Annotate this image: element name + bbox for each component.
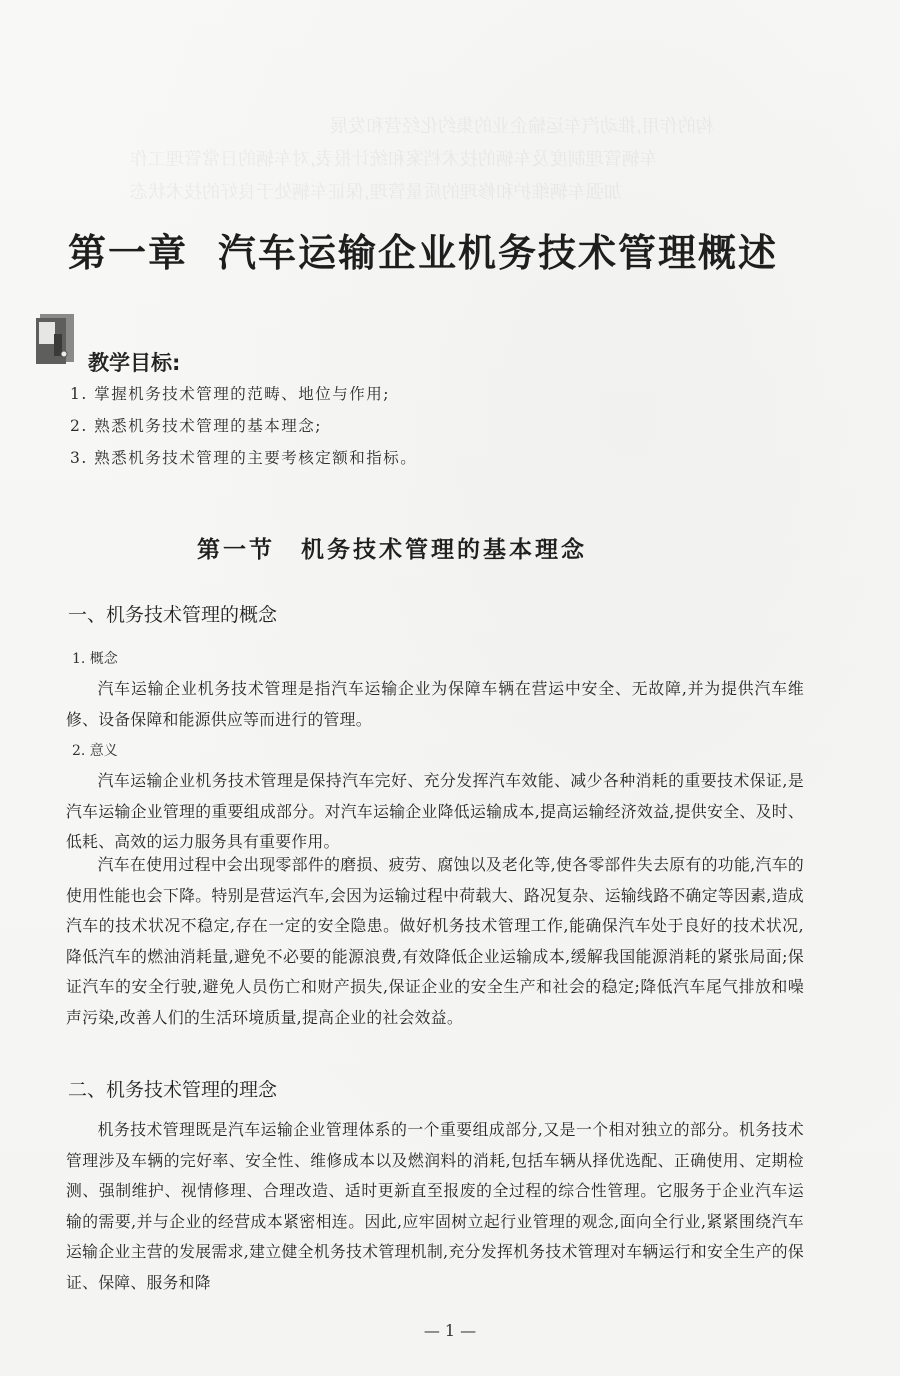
bleed-through-text: 加强车辆维护和修理的质量管理,保证车辆处于良好的技术状态 <box>130 182 622 203</box>
chapter-name: 汽车运输企业机务技术管理概述 <box>218 231 779 275</box>
book-icon <box>34 312 78 366</box>
page-number: — 1 — <box>423 1321 477 1340</box>
learning-objectives-heading: 教学目标: <box>88 351 181 375</box>
label-concept: 1. 概念 <box>72 651 118 667</box>
paragraph-significance-1: 汽车运输企业机务技术管理是保持汽车完好、充分发挥汽车效能、减少各种消耗的重要技术保证,是汽车运输企业管理的重要组成部分。对汽车运输企业降低运输成本,提高运输经济效益,提供安全、及时、低耗、高效的运力服务具有重要作用。 <box>66 771 804 851</box>
objective-item: 3. 熟悉机务技术管理的主要考核定额和指标。 <box>70 449 418 467</box>
objective-item: 1. 掌握机务技术管理的范畴、地位与作用; <box>70 385 390 403</box>
paragraph-philosophy: 机务技术管理既是汽车运输企业管理体系的一个重要组成部分,又是一个相对独立的部分。机务技术管理涉及车辆的完好率、安全性、维修成本以及燃润料的消耗,包括车辆从择优选配、正确使用、定期检测、强制维护、视情修理、合理改造、适时更新直至报废的全过程的综合性管理。它服务于企业汽车运输的需要,并与企业的经营成本紧密相连。因此,应牢固树立起行业管理的观念,面向全行业,紧紧围绕汽车运输企业主营的发展需求,建立健全机务技术管理机制,充分发挥机务技术管理对车辆运行和安全生产的保证、保障、服务和降 <box>66 1120 804 1292</box>
paragraph-concept: 汽车运输企业机务技术管理是指汽车运输企业为保障车辆在营运中安全、无故障,并为提供汽车维修、设备保障和能源供应等而进行的管理。 <box>66 679 804 729</box>
bleed-through-text: 构的作用,推动汽车运输企业的集约化经营和发展 <box>330 116 714 137</box>
bleed-through-text: 车辆管理制度及车辆的技术档案和统计报表,对车辆的日常管理工作 <box>130 149 658 170</box>
chapter-title <box>68 222 778 277</box>
section-name: 机务技术管理的基本理念 <box>301 536 587 563</box>
objective-item: 2. 熟悉机务技术管理的基本理念; <box>70 417 322 435</box>
heading-concept: 一、机务技术管理的概念 <box>68 604 278 626</box>
paragraph-significance-2: 汽车在使用过程中会出现零部件的磨损、疲劳、腐蚀以及老化等,使各零部件失去原有的功能,汽车的使用性能也会下降。特别是营运汽车,会因为运输过程中荷载大、路况复杂、运输线路不确定等因素,造成汽车的技术状况不稳定,存在一定的安全隐患。做好机务技术管理工作,能确保汽车处于良好的技术状况,降低汽车的燃油消耗量,避免不必要的能源浪费,有效降低企业运输成本,缓解我国能源消耗的紧张局面;保证汽车的安全行驶,避免人员伤亡和财产损失,保证企业的安全生产和社会的稳定;降低汽车尾气排放和噪声污染,改善人们的生活环境质量,提高企业的社会效益。 <box>66 855 804 1027</box>
chapter-number: 第一章 <box>68 231 189 275</box>
heading-philosophy: 二、机务技术管理的理念 <box>68 1079 278 1101</box>
section-title <box>197 531 587 564</box>
section-number: 第一节 <box>197 536 275 563</box>
learning-objectives-list <box>70 378 417 474</box>
label-significance: 2. 意义 <box>72 743 118 759</box>
